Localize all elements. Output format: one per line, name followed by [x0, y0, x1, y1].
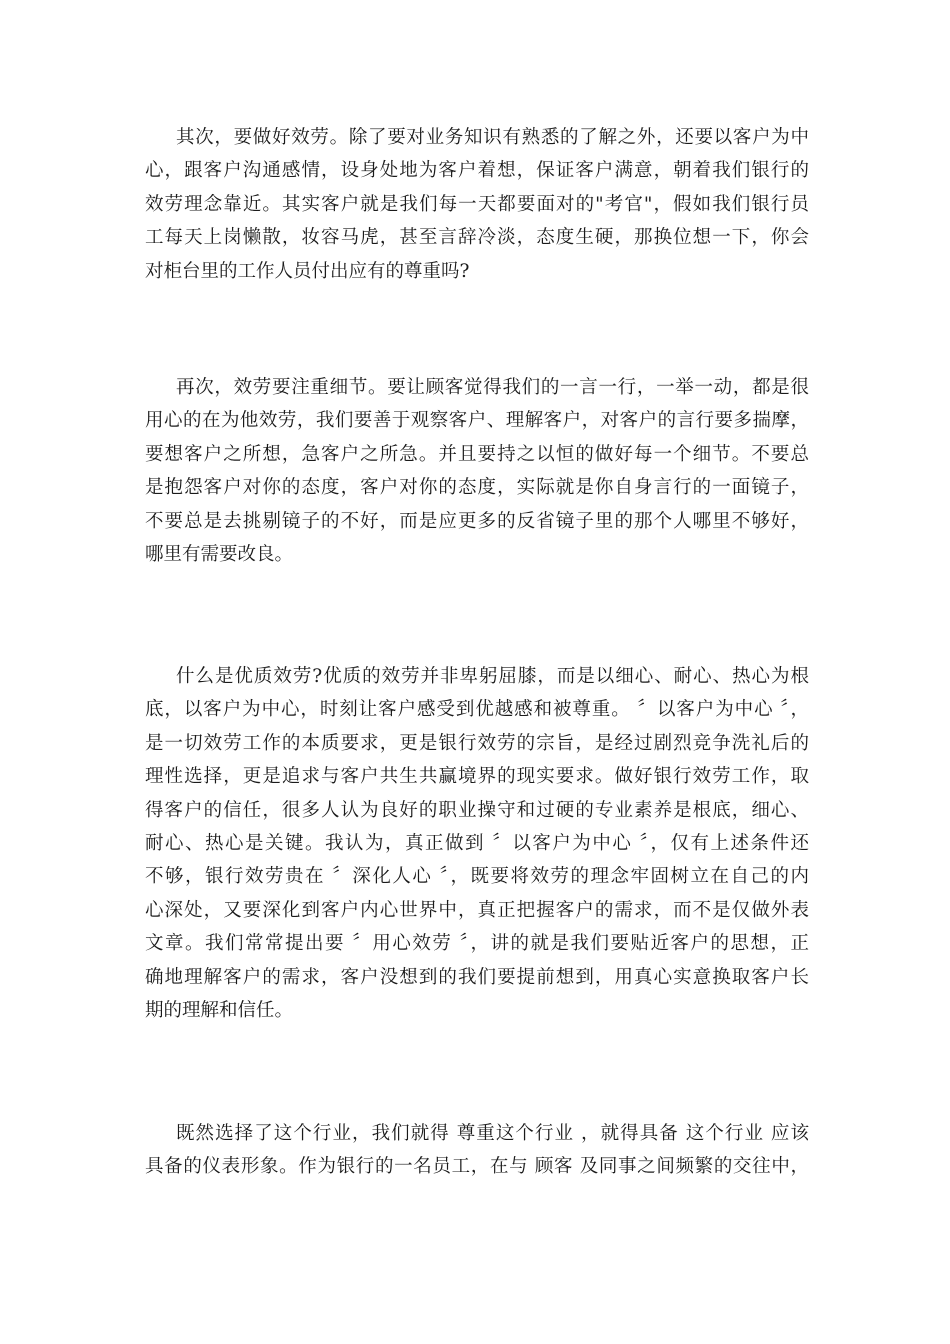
text-line: 要想客户之所想，急客户之所急。并且要持之以恒的做好每一个细节。不要总 — [145, 443, 809, 465]
paragraph-quality-service — [145, 660, 809, 1027]
text-line: 得客户的信任，很多人认为良好的职业操守和过硬的专业素养是根底，细心、 — [145, 799, 809, 821]
text-line: 底，以客户为中心，时刻让客户感受到优越感和被尊重。 〞以客户为中心 〞， — [145, 699, 809, 721]
text-line: 用心的在为他效劳，我们要善于观察客户、理解客户，对客户的言行要多揣摩， — [145, 410, 809, 432]
text-line: 不够，银行效劳贵在 〞深化人心 〞，既要将效劳的理念牢固树立在自己的内 — [145, 866, 809, 888]
text-line: 工每天上岗懒散，妆容马虎，甚至言辞冷淡，态度生硬，那换位想一下，你会 — [145, 227, 809, 249]
text-line: 对柜台里的工作人员付出应有的尊重吗? — [145, 260, 470, 282]
text-line: 再次，效劳要注重细节。要让顾客觉得我们的一言一行，一举一动，都是很 — [176, 377, 809, 398]
text-line: 什么是优质效劳?优质的效劳并非卑躬屈膝，而是以细心、耐心、热心为根 — [176, 666, 809, 687]
text-line: 是抱怨客户对你的态度，客户对你的态度，实际就是你自身言行的一面镜子， — [145, 477, 809, 499]
text-line: 既然选择了这个行业，我们就得 尊重这个行业 ，就得具备 这个行业 应该 — [176, 1123, 809, 1144]
text-line: 不要总是去挑剔镜子的不好，而是应更多的反省镜子里的那个人哪里不够好， — [145, 510, 809, 532]
paragraph-details — [145, 371, 809, 571]
paragraph-industry-image — [145, 1117, 809, 1184]
text-line: 是一切效劳工作的本质要求，更是银行效劳的宗旨，是经过剧烈竞争洗礼后的 — [145, 732, 809, 754]
text-line: 具备的仪表形象。作为银行的一名员工，在与 顾客 及同事之间频繁的交往中， — [145, 1156, 809, 1178]
text-line: 哪里有需要改良。 — [145, 543, 294, 565]
paragraph-service — [145, 121, 809, 288]
text-line: 耐心、热心是关键。我认为，真正做到 〞以客户为中心 〞，仅有上述条件还 — [145, 832, 809, 854]
text-line: 期的理解和信任。 — [145, 999, 294, 1021]
text-line: 文章。我们常常提出要 〞用心效劳 〞，讲的就是我们要贴近客户的思想，正 — [145, 933, 809, 955]
text-line: 心，跟客户沟通感情，设身处地为客户着想，保证客户满意，朝着我们银行的 — [145, 160, 809, 182]
text-line: 确地理解客户的需求，客户没想到的我们要提前想到，用真心实意换取客户长 — [145, 966, 809, 988]
text-line: 理性选择，更是追求与客户共生共赢境界的现实要求。做好银行效劳工作，取 — [145, 766, 809, 788]
text-line: 效劳理念靠近。其实客户就是我们每一天都要面对的"考官"，假如我们银行员 — [145, 193, 809, 215]
text-line: 其次，要做好效劳。除了要对业务知识有熟悉的了解之外，还要以客户为中 — [176, 127, 809, 148]
text-line: 心深处，又要深化到客户内心世界中，真正把握客户的需求，而不是仅做外表 — [145, 899, 809, 921]
